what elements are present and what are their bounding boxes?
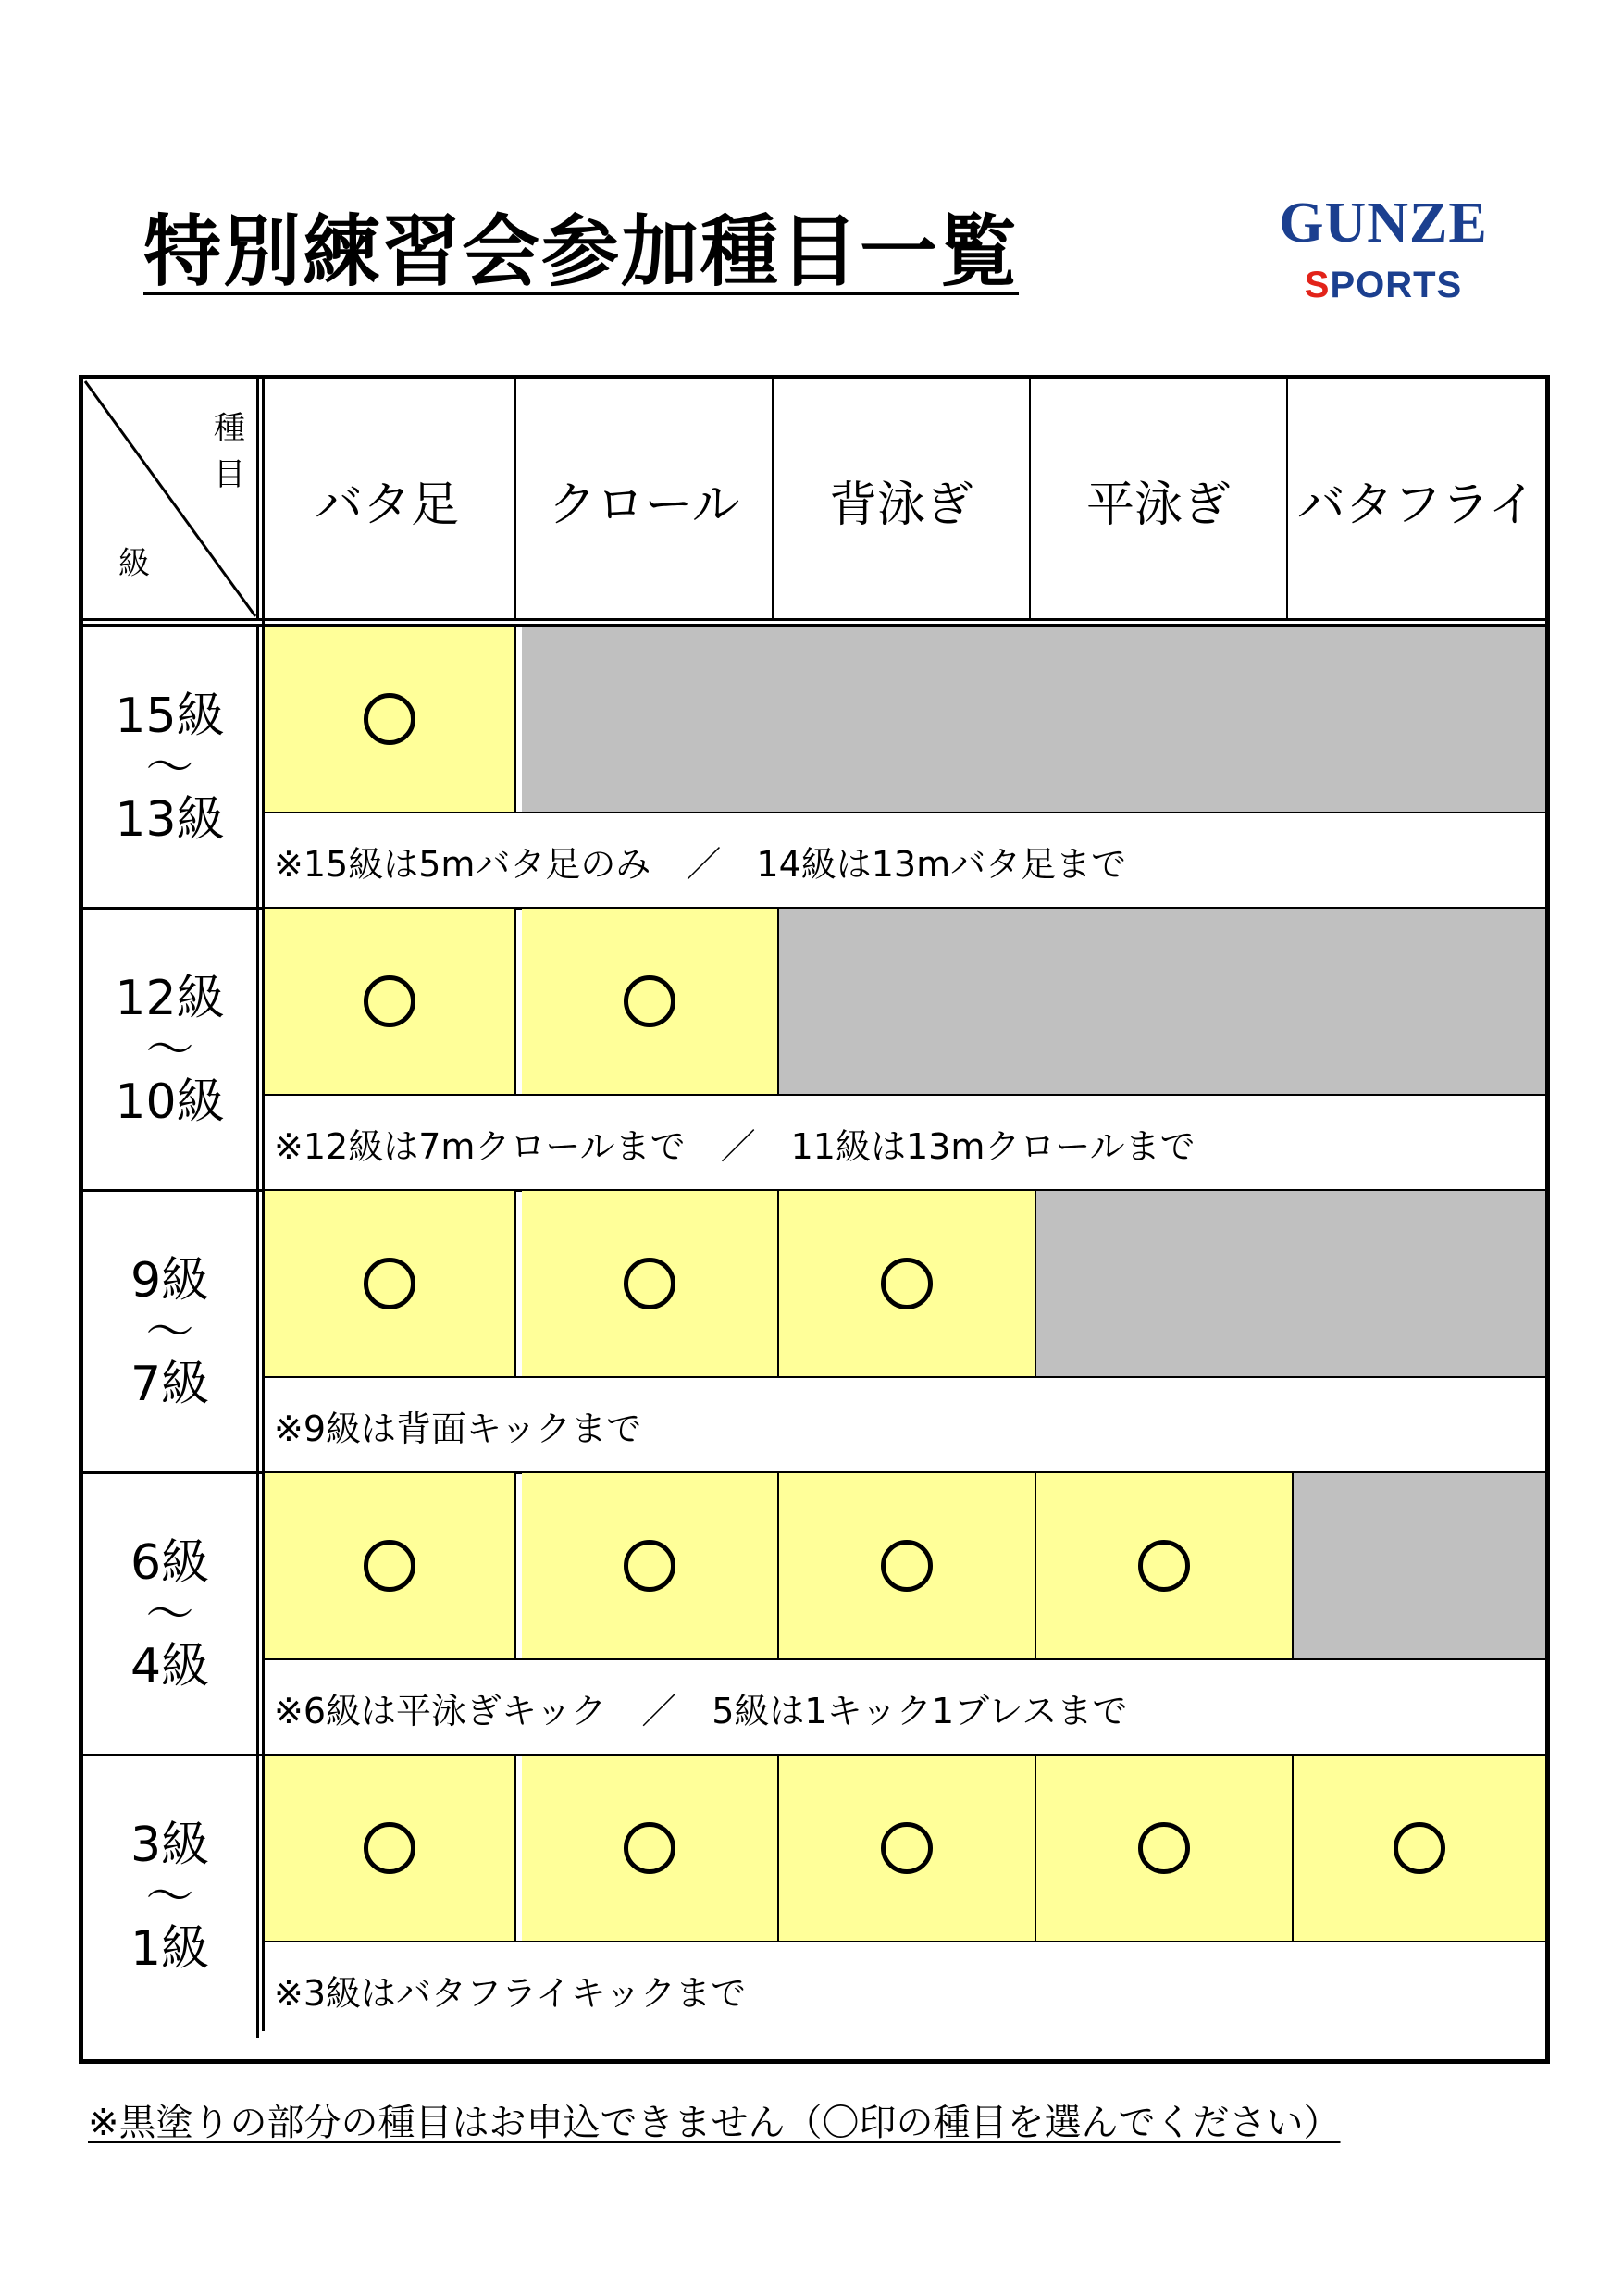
grade-range-cell <box>83 1473 259 1756</box>
header-rule <box>83 618 1545 621</box>
column-header-1: バタ足 <box>259 379 516 620</box>
grade-range-separator: ～ <box>145 1022 194 1078</box>
column-header-3: 背泳ぎ <box>774 379 1031 620</box>
event-allowed-cell <box>1036 1473 1294 1658</box>
grade-range-separator: ～ <box>145 1868 194 1925</box>
grade-range-separator: ～ <box>145 1586 194 1643</box>
circle-mark-icon <box>881 1258 933 1309</box>
gunze-sports-logo <box>1258 194 1508 306</box>
grade-range-cell <box>83 1191 259 1473</box>
grade-range-start: 6級 <box>130 1534 210 1591</box>
corner-right-rule <box>256 379 259 620</box>
circle-mark-icon <box>364 1822 415 1874</box>
logo-sports-text <box>1258 265 1508 306</box>
circle-mark-icon <box>364 975 415 1027</box>
circle-mark-icon <box>624 975 675 1027</box>
event-blocked-cell <box>1036 627 1294 812</box>
event-allowed-cell <box>1036 1756 1294 1941</box>
footer-note: ※黒塗りの部分の種目はお申込できません（〇印の種目を選んでください） <box>88 2102 1341 2144</box>
circle-mark-icon <box>624 1540 675 1592</box>
grade-note: ※9級は背面キックまで <box>274 1409 642 1449</box>
event-allowed-cell <box>1294 1756 1545 1941</box>
event-allowed-cell <box>522 1191 779 1376</box>
circle-mark-icon <box>364 693 415 745</box>
grade-range-cell <box>83 627 259 909</box>
grade-range-end: 10級 <box>115 1074 225 1130</box>
page-title: 特別練習会参加種目一覧 <box>143 206 1020 297</box>
column-header-4: 平泳ぎ <box>1031 379 1288 620</box>
column-header-2: クロール <box>516 379 774 620</box>
event-allowed-cell <box>522 909 779 1094</box>
grade-note: ※15級は5mバタ足のみ ／ 14級は13mバタ足まで <box>274 844 1127 885</box>
header-corner-cell <box>83 379 259 620</box>
grade-range-end: 13級 <box>115 791 225 848</box>
event-blocked-cell <box>522 627 779 812</box>
grade-note: ※6級は平泳ぎキック ／ 5級は1キック1ブレスまで <box>274 1691 1128 1731</box>
event-blocked-cell <box>779 627 1036 812</box>
event-allowed-cell <box>265 627 516 812</box>
grade-range-cell <box>83 1756 259 2038</box>
logo-sports-rest: PORTS <box>1330 265 1463 305</box>
grade-range-start: 3級 <box>130 1817 210 1873</box>
grade-range-start: 12級 <box>115 970 225 1026</box>
event-table <box>79 375 1550 2064</box>
grade-range-cell <box>83 909 259 1191</box>
event-blocked-cell <box>1294 1191 1545 1376</box>
grade-note: ※12級は7mクロールまで ／ 11級は13mクロールまで <box>274 1126 1196 1167</box>
event-blocked-cell <box>779 909 1036 1094</box>
circle-mark-icon <box>1394 1822 1445 1874</box>
circle-mark-icon <box>624 1258 675 1309</box>
event-allowed-cell <box>522 1756 779 1941</box>
circle-mark-icon <box>364 1540 415 1592</box>
column-header-5: バタフライ <box>1296 477 1537 533</box>
grade-range-end: 7級 <box>130 1356 210 1412</box>
grade-range-start: 15級 <box>115 688 225 744</box>
corner-event-label: 種 目 <box>214 410 245 493</box>
event-blocked-cell <box>1294 1473 1545 1658</box>
event-allowed-cell <box>265 1473 516 1658</box>
event-allowed-cell <box>779 1191 1036 1376</box>
event-allowed-cell <box>265 909 516 1094</box>
grade-range-separator: ～ <box>145 739 194 796</box>
logo-gunze-text: GUNZE <box>1279 192 1488 254</box>
circle-mark-icon <box>881 1540 933 1592</box>
event-allowed-cell <box>779 1756 1036 1941</box>
grade-range-end: 4級 <box>130 1638 210 1694</box>
circle-mark-icon <box>881 1822 933 1874</box>
grade-range-end: 1級 <box>130 1920 210 1977</box>
circle-mark-icon <box>1138 1822 1190 1874</box>
grade-range-separator: ～ <box>145 1304 194 1360</box>
event-blocked-cell <box>1036 1191 1294 1376</box>
event-allowed-cell <box>265 1756 516 1941</box>
event-allowed-cell <box>779 1473 1036 1658</box>
corner-grade-label: 級 <box>118 545 150 582</box>
event-blocked-cell <box>1294 909 1545 1094</box>
grade-range-start: 9級 <box>130 1252 210 1309</box>
logo-sports-s: S <box>1304 265 1331 305</box>
grade-note: ※3級はバタフライキックまで <box>274 1973 747 2014</box>
event-allowed-cell <box>522 1473 779 1658</box>
circle-mark-icon <box>1138 1540 1190 1592</box>
circle-mark-icon <box>624 1822 675 1874</box>
event-allowed-cell <box>265 1191 516 1376</box>
event-blocked-cell <box>1036 909 1294 1094</box>
circle-mark-icon <box>364 1258 415 1309</box>
event-blocked-cell <box>1294 627 1545 812</box>
